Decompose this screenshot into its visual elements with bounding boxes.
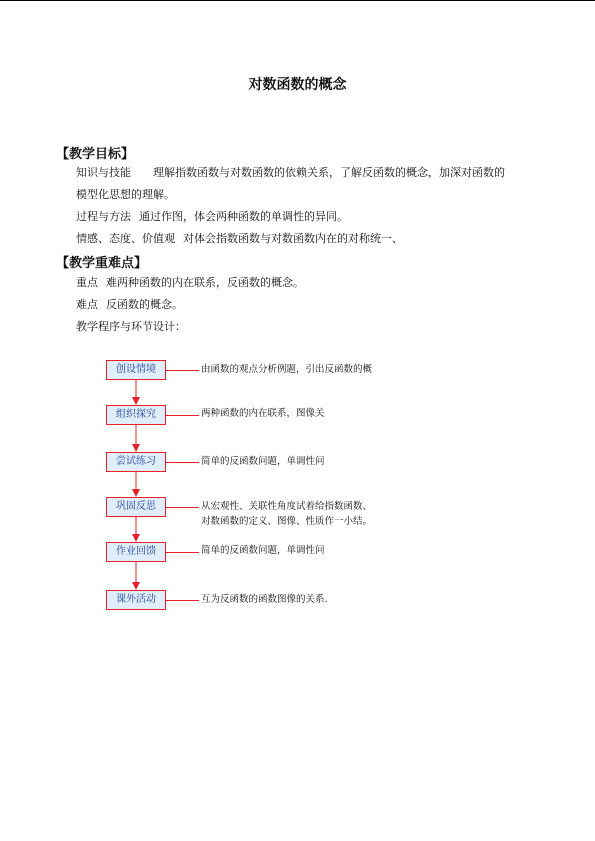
keypoint-focus-label: 重点 bbox=[76, 276, 98, 289]
flow-arrow-3 bbox=[126, 472, 146, 497]
flow-step-5-connector bbox=[166, 552, 199, 553]
flow-step-4-desc-line-2: 对数函数的定义、图像、性质作一小结。 bbox=[201, 516, 373, 527]
keypoint-difficulty-text: 反函数的概念。 bbox=[106, 298, 183, 311]
flow-step-2-connector bbox=[166, 415, 199, 416]
goal-emotion-text: 对体会指数函数与对数函数内在的对称统一、 bbox=[183, 232, 403, 245]
flow-step-4-box: 巩固反思 bbox=[106, 497, 166, 517]
flow-step-1-connector bbox=[166, 370, 199, 371]
goal-process-label: 过程与方法 bbox=[76, 210, 131, 223]
goal-emotion bbox=[76, 228, 556, 250]
goal-process-text: 通过作图，体会两种函数的单调性的异同。 bbox=[139, 210, 348, 223]
flow-step-3-desc: 简单的反函数问题，单调性问 bbox=[201, 456, 325, 467]
keypoints-heading: 【教学重难点】 bbox=[56, 256, 148, 271]
flow-arrow-4 bbox=[126, 517, 146, 542]
goal-knowledge-text: 理解指数函数与对数函数的依赖关系，了解反函数的概念，加深对函数的 bbox=[153, 166, 505, 179]
flow-step-3-connector bbox=[166, 462, 199, 463]
keypoint-focus-text: 难两种函数的内在联系，反函数的概念。 bbox=[106, 276, 304, 289]
flow-step-6-desc: 互为反函数的函数图像的关系. bbox=[201, 594, 328, 605]
flow-step-1-desc: 由函数的观点分析例题，引出反函数的概 bbox=[201, 364, 373, 375]
flow-step-6-connector bbox=[166, 600, 199, 601]
keypoint-difficulty bbox=[76, 294, 556, 316]
flow-step-4-desc bbox=[201, 499, 372, 529]
goal-knowledge-label: 知识与技能 bbox=[76, 166, 131, 179]
goal-knowledge-cont: 模型化思想的理解。 bbox=[76, 188, 175, 201]
goal-knowledge bbox=[76, 162, 556, 184]
page-title: 对数函数的概念 bbox=[248, 77, 347, 93]
flow-step-4-desc-line-1: 从宏观性、关联性角度试着给指数函数、 bbox=[201, 501, 373, 512]
flow-arrow-5 bbox=[126, 562, 146, 590]
flow-step-6-box: 课外活动 bbox=[106, 590, 166, 610]
goal-emotion-label: 情感、态度、价值观 bbox=[76, 232, 175, 245]
flow-step-4-connector bbox=[166, 507, 199, 508]
flow-step-3-box: 尝试练习 bbox=[106, 452, 166, 472]
goal-process bbox=[76, 206, 556, 228]
flow-arrow-2 bbox=[126, 425, 146, 452]
procedure-label: 教学程序与环节设计： bbox=[76, 320, 186, 333]
flow-step-5-box: 作业回馈 bbox=[106, 542, 166, 562]
flow-step-2-box: 组织探究 bbox=[106, 405, 166, 425]
keypoint-difficulty-label: 难点 bbox=[76, 298, 98, 311]
flow-step-2-desc: 两种函数的内在联系，图像关 bbox=[201, 408, 325, 419]
flow-step-1-box: 创设情境 bbox=[106, 360, 166, 380]
page-top-rule bbox=[0, 0, 595, 1]
flow-arrow-1 bbox=[126, 380, 146, 405]
goals-heading: 【教学目标】 bbox=[56, 147, 135, 162]
keypoint-focus bbox=[76, 272, 556, 294]
flow-step-5-desc: 简单的反函数问题，单调性问 bbox=[201, 545, 325, 556]
